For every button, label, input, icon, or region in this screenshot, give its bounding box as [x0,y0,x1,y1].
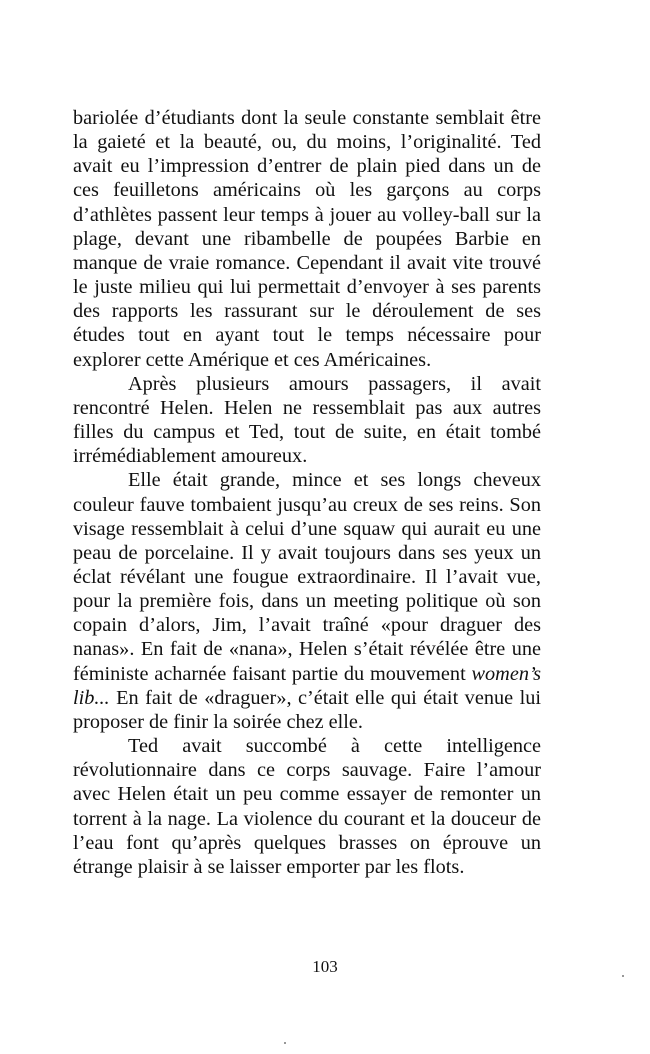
scan-speck [622,975,624,977]
paragraph-2-text: Après plusieurs amours passagers, il avait rencontré Helen. Helen ne ressemblait pas aux autres filles du campus et Ted, tout de suite, en était tombé irrémédiablement amoureux. [73,372,541,468]
paragraph-4 [73,734,541,879]
paragraph-3 [73,468,541,734]
body-text [73,106,541,879]
paragraph-1 [73,106,541,372]
paragraph-3-italic-term: women’s lib... [73,662,541,709]
paragraph-3-text-a: Elle était grande, mince et ses longs cheveux couleur fauve tombaient jusqu’au creux de ses reins. Son visage ressemblait à celui d’une squaw qui aurait eu une peau de porcelaine. Il y avait toujours dans ses yeux un éclat révélant une fougue extraordinaire. Il l’avait vue, pour la première fois, dans un meeting politique où son copain d’alors, Jim, l’avait traîné «pour draguer des nanas». En fait de «nana», Helen s’était révélée être une féministe acharnée faisant partie du mouvement [73,469,541,685]
paragraph-2 [73,372,541,469]
paragraph-4-text: Ted avait succombé à cette intelligence révolutionnaire dans ce corps sauvage. Faire l’amour avec Helen était un peu comme essayer de remonter un torrent à la nage. La violence du courant et la douceur de l’eau font qu’après quelques brasses on éprouve un étrange plaisir à se laisser emporter par les flots. [73,735,541,878]
paragraph-1-text: bariolée d’étudiants dont la seule constante semblait être la gaieté et la beauté, ou, du moins, l’originalité. Ted avait eu l’impression d’entrer de plain pied dans un de ces feuilletons américains où les garçons au corps d’athlètes passent leur temps à jouer au volley-ball sur la plage, devant une ribambelle de poupées Barbie en manque de vraie romance. Cependant il avait vite trouvé le juste milieu qui lui permettait d’envoyer à ses parents des rapports les rassurant sur le déroulement de ses études tout en ayant tout le temps nécessaire pour explorer cette Amérique et ces Américaines. [73,107,541,371]
page-number: 103 [312,957,338,976]
paragraph-3-text-b: En fait de «draguer», c’était elle qui était venue lui proposer de finir la soirée chez elle. [73,686,541,733]
scan-speck [284,1042,286,1044]
